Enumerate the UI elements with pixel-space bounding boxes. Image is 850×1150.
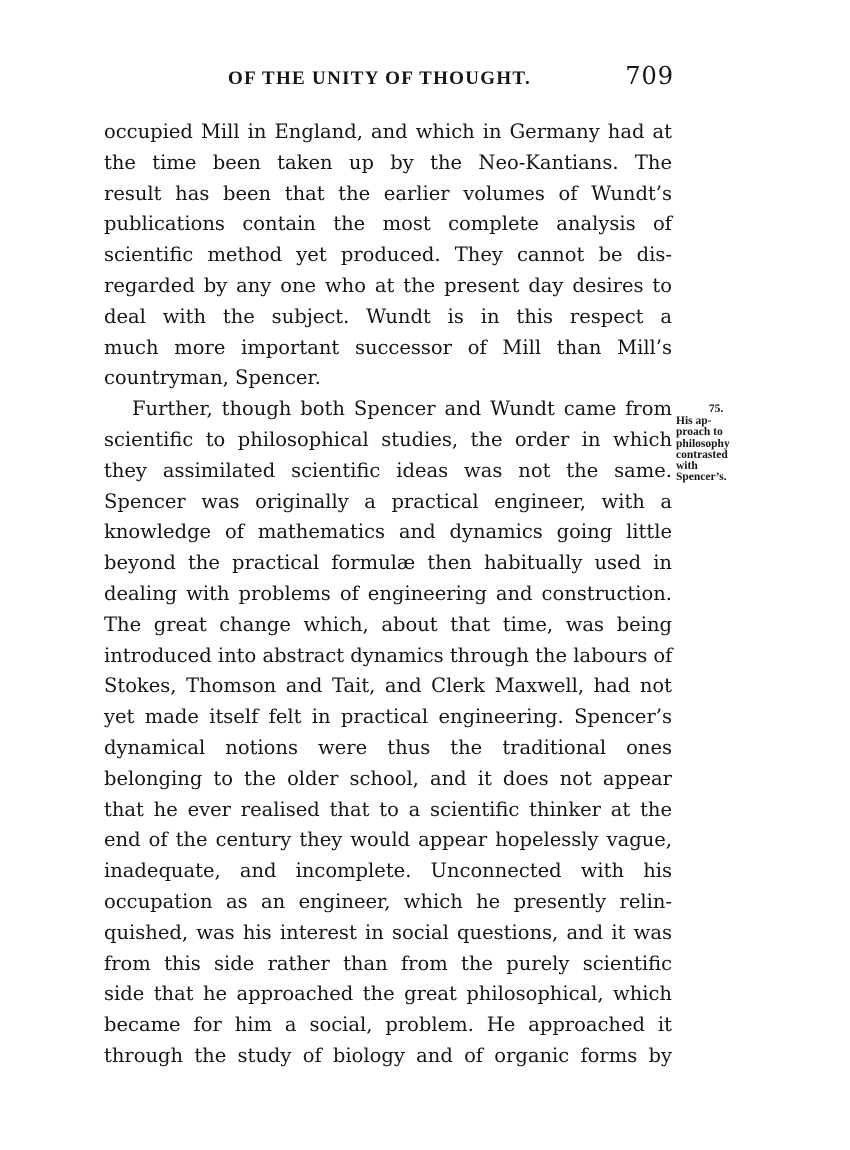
text-line: became for him a social, problem. He approached it bbox=[104, 1013, 672, 1037]
text-line: beyond the practical formulæ then habitually used in bbox=[104, 551, 672, 575]
text-line: inadequate, and incomplete. Unconnected with his bbox=[104, 859, 672, 883]
text-line: they assimilated scientific ideas was not the same. bbox=[104, 458, 672, 482]
text-line: belonging to the older school, and it does not appear bbox=[104, 766, 672, 790]
text-line: deal with the subject. Wundt is in this respect a bbox=[104, 304, 672, 328]
margin-note-line: contrasted bbox=[676, 448, 728, 461]
text-line: the time been taken up by the Neo-Kantians. The bbox=[104, 150, 672, 174]
text-line: knowledge of mathematics and dynamics going little bbox=[104, 520, 672, 544]
text-line: introduced into abstract dynamics through the labours of bbox=[104, 643, 673, 667]
text-line: much more important successor of Mill than Mill’s bbox=[104, 335, 672, 359]
text-line: Stokes, Thomson and Tait, and Clerk Maxwell, had not bbox=[104, 674, 672, 698]
text-line: regarded by any one who at the present day desires to bbox=[104, 273, 672, 297]
text-line: scientific to philosophical studies, the order in which bbox=[104, 427, 672, 451]
body-text bbox=[104, 117, 672, 1072]
text-line: side that he approached the great philosophical, which bbox=[104, 982, 672, 1006]
text-line: through the study of biology and of organic forms by bbox=[104, 1043, 672, 1067]
section-number: 75. bbox=[708, 403, 724, 415]
paragraph-1 bbox=[104, 117, 672, 394]
text-line: from this side rather than from the purely scientific bbox=[104, 951, 672, 975]
paragraph-2 bbox=[104, 394, 672, 1072]
margin-note-line: His ap- bbox=[676, 415, 712, 428]
text-line: end of the century they would appear hopelessly vague, bbox=[104, 828, 672, 852]
text-line: The great change which, about that time, was being bbox=[104, 612, 672, 636]
text-line: publications contain the most complete analysis of bbox=[104, 212, 672, 236]
text-line: Spencer was originally a practical engineer, with a bbox=[104, 489, 672, 513]
text-line: result has been that the earlier volumes of Wundt’s bbox=[104, 181, 672, 205]
text-line: quished, was his interest in social questions, and it was bbox=[104, 920, 672, 944]
text-line: occupied Mill in England, and which in Germany had at bbox=[104, 120, 672, 143]
text-line: dealing with problems of engineering and construction. bbox=[104, 581, 672, 605]
marginal-note bbox=[676, 404, 756, 483]
page-number: 709 bbox=[625, 62, 674, 90]
margin-note-line: philosophy bbox=[676, 437, 730, 450]
margin-note-line: Spencer’s. bbox=[676, 471, 727, 484]
text-line: countryman, Spencer. bbox=[104, 366, 321, 390]
running-header bbox=[228, 62, 674, 96]
margin-note-line: with bbox=[676, 460, 698, 473]
text-line: yet made itself felt in practical engineering. Spencer’s bbox=[104, 705, 672, 729]
text-line: scientific method yet produced. They cannot be dis- bbox=[104, 243, 672, 267]
text-line: dynamical notions were thus the traditional ones bbox=[104, 735, 672, 759]
margin-note-line: proach to bbox=[676, 426, 723, 439]
text-line: occupation as an engineer, which he presently relin- bbox=[104, 889, 672, 913]
running-title: OF THE UNITY OF THOUGHT. bbox=[228, 68, 532, 89]
text-line: that he ever realised that to a scientific thinker at the bbox=[104, 797, 672, 821]
text-line: Further, though both Spencer and Wundt came from bbox=[132, 397, 672, 421]
